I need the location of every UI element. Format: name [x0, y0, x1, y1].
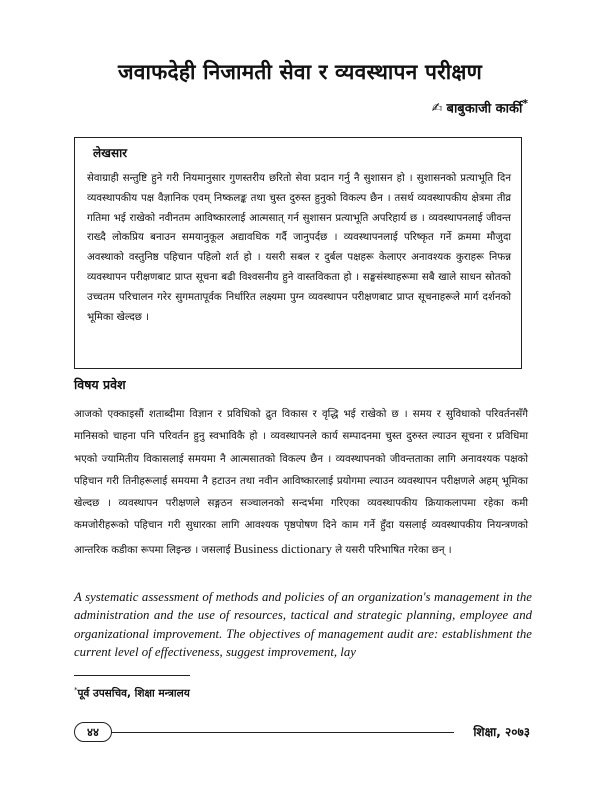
journal-name: शिक्षा, २०७३ [473, 725, 530, 739]
english-definition-quote: A systematic assessment of methods and policies of an organization's management in the administration and the use of resources, tactical and strategic planning, employee and organizational improvement. The objectives of management audit are: establishment the current level of effectiveness, suggest improvement, lay [74, 590, 532, 659]
page-number: ४४ [74, 722, 112, 742]
author-name: बाबुकाजी कार्की [446, 101, 523, 117]
intro-paragraph-end: ले यसरी परिभाषित गरेका छन् । [335, 544, 452, 556]
footnote-divider [74, 675, 190, 676]
article-title: जवाफदेही निजामती सेवा र व्यवस्थापन परीक्षण [118, 60, 482, 84]
author-line [432, 97, 528, 116]
abstract-heading: लेखसार [93, 146, 128, 160]
author-footnote-marker: * [522, 97, 528, 110]
pen-icon: ✍ [431, 101, 443, 117]
footnote-text: पूर्व उपसचिव, शिक्षा मन्त्रालय [77, 687, 190, 700]
business-dictionary-term: Business dictionary [233, 541, 332, 556]
intro-paragraph [74, 404, 528, 562]
footer-rule [110, 732, 454, 733]
section-heading: विषय प्रवेश [74, 377, 126, 392]
intro-paragraph-text: आजको एक्काइसौं शताब्दीमा विज्ञान र प्रविधिको द्रुत विकास र वृद्धि भई राखेको छ । समय र सुविधाको परिवर्तनसँगै मानिसको चाहना पनि परिवर्तन हुनु स्वभाविकै हो । व्यवस्थापनले कार्य सम्पादनमा चुस्त दुरुस्त ल्याउन सूचना र प्रविधिमा भएको ज्यामितीय विकासलाई समयमा नै आत्मसातको विकल्प छैन । व्यवस्थापनको जीवन्तताका लागि अनावश्यक पक्षको पहिचान गरी तिनीहरूलाई समयमा नै हटाउन तथा नवीन आविष्कारलाई प्रयोगमा ल्याउन व्यवस्थापन परीक्षणले अहम् भूमिका खेल्दछ । व्यवस्थापन परीक्षणले सङ्गठन सञ्चालनको सन्दर्भमा गरिएका व्यवस्थापकीय क्रियाकलापमा रहेका कमी कमजोरीहरूको पहिचान गरी सुधारका लागि आवश्यक पृष्ठपोषण दिने काम गर्ने हुँदा यसलाई व्यवस्थापकीय नियन्त्रणको आन्तरिक कडीका रूपमा लिइन्छ । जसलाई [74, 409, 528, 556]
abstract-text: सेवाग्राही सन्तुष्टि हुने गरी नियमानुसार गुणस्तरीय छरितो सेवा प्रदान गर्नु नै सुशासन हो । सुशासनको प्रत्याभूति दिन व्यवस्थापकीय पक्ष वैज्ञानिक एवम् निष्कलङ्क तथा चुस्त दुरुस्त हुनुको विकल्प छैन । तसर्थ व्यवस्थापकीय क्षेत्रमा तीव्र गतिमा भई राखेको नवीनतम आविष्कारलाई आत्मसात् गर्न सुशासन प्रत्याभूति अपरिहार्य छ । व्यवस्थापनलाई जीवन्त राख्दै लोकप्रिय बनाउन समयानुकूल अद्यावधिक गर्दै जानुपर्दछ । व्यवस्थापनलाई परिष्कृत गर्ने क्रममा मौजुदा अवस्थाको वस्तुनिष्ठ पहिचान पहिलो शर्त हो । यसरी सबल र दुर्बल पक्षहरू केलाएर अनावश्यक कुराहरू निफन्न व्यवस्थापन परीक्षणबाट प्राप्त सूचना बढी विश्वसनीय हुने वास्तविकता हो । सङ्घसंस्थाहरूमा सबै खाले साधन स्रोतको उच्चतम परिचालन गरेर सुगमतापूर्वक निर्धारित लक्ष्यमा पुग्न व्यवस्थापन परीक्षणबाट प्राप्त सूचनाहरूले मार्ग दर्शनको भूमिका खेल्दछ । [87, 173, 511, 323]
footnote-marker: * [74, 686, 78, 694]
footnote [74, 686, 190, 701]
abstract-box [74, 137, 522, 369]
